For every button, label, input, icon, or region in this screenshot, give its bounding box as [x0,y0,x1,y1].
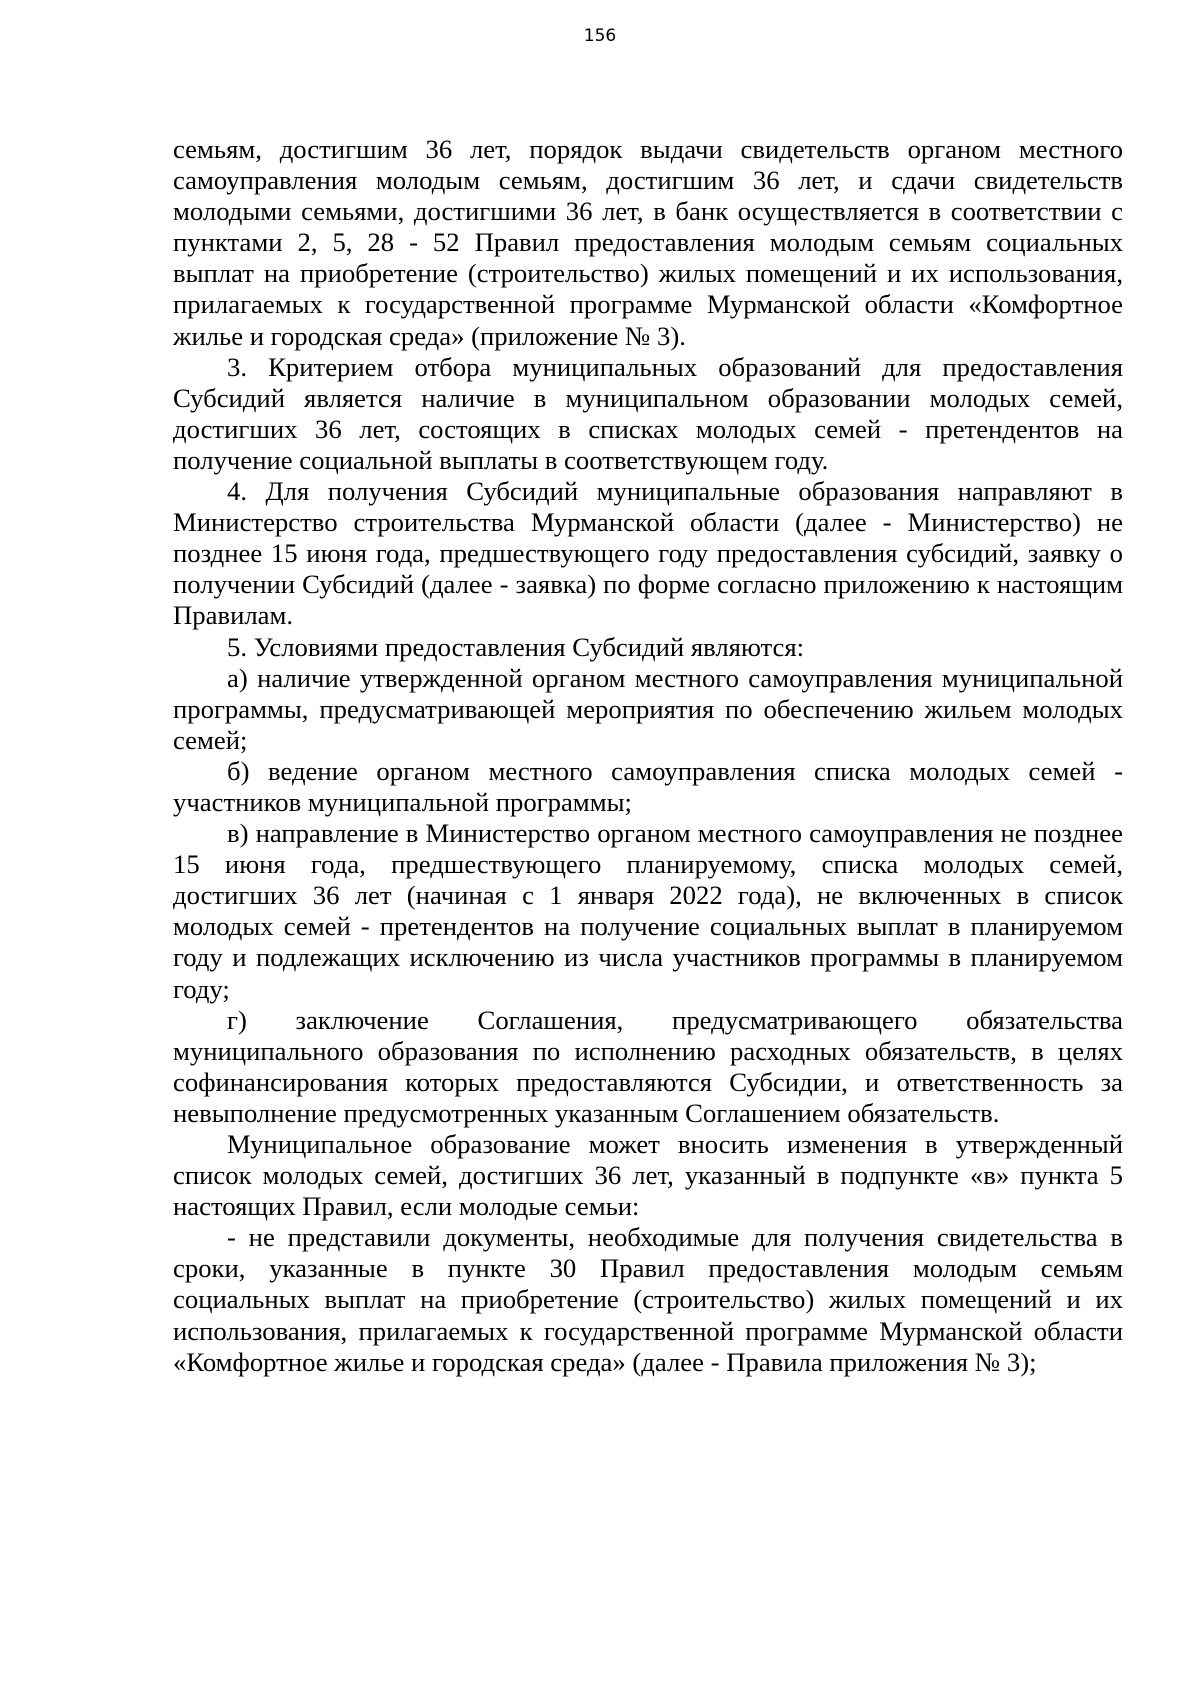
page-number: 156 [583,26,617,46]
paragraph-continuation: семьям, достигшим 36 лет, порядок выдачи свидетельств органом местного самоуправления молодым семьям, достигшим 36 лет, и сдачи свидетельств молодыми семьями, достигшими 36 лет, в банк осуществляется в соответствии с пунктами 2, 5, 28 - 52 Правил предоставления молодым семьям социальных выплат на приобретение (строительство) жилых помещений и их использования, прилагаемых к государственной программе Мурманской области «Комфортное жилье и городская среда» (приложение № 3). [173,134,1123,351]
paragraph-list-item: - не представили документы, необходимые для получения свидетельства в сроки, указанные в пункте 30 Правил предоставления молодым семьям социальных выплат на приобретение (строительство) жилых помещений и их использования, прилагаемых к государственной программе Мурманской области «Комфортное жилье и городская среда» (далее - Правила приложения № 3); [173,1222,1123,1377]
paragraph-subitem-v: в) направление в Министерство органом местного самоуправления не позднее 15 июня года, предшествующего планируемому, списка молодых семей, достигших 36 лет (начиная с 1 января 2022 года), не включенных в список молодых семей - претендентов на получение социальных выплат в планируемом году и подлежащих исключению из числа участников программы в планируемом году; [173,818,1123,1004]
paragraph-subitem-a: а) наличие утвержденной органом местного самоуправления муниципальной программы, предусматривающей мероприятия по обеспечению жильем молодых семей; [173,662,1123,755]
paragraph-item-5: 5. Условиями предоставления Субсидий являются: [227,631,805,662]
paragraph-item-3: 3. Критерием отбора муниципальных образований для предоставления Субсидий является наличие в муниципальном образовании молодых семей, достигших 36 лет, состоящих в списках молодых семей - претендентов на получение социальной выплаты в соответствующем году. [173,351,1123,475]
paragraph-amendments: Муниципальное образование может вносить изменения в утвержденный список молодых семей, достигших 36 лет, указанный в подпункте «в» пункта 5 настоящих Правил, если молодые семьи: [173,1129,1123,1222]
paragraph-subitem-b: б) ведение органом местного самоуправления списка молодых семей - участников муниципальной программы; [173,755,1123,817]
paragraph-subitem-g: г) заключение Соглашения, предусматривающего обязательства муниципального образования по исполнению расходных обязательств, в целях софинансирования которых предоставляются Субсидии, и ответственность за невыполнение предусмотренных указанным Соглашением обязательств. [173,1004,1123,1128]
document-body [173,134,1123,1378]
paragraph-item-4: 4. Для получения Субсидий муниципальные образования направляют в Министерство строительства Мурманской области (далее - Министерство) не позднее 15 июня года, предшествующего году предоставления субсидий, заявку о получении Субсидий (далее - заявка) по форме согласно приложению к настоящим Правилам. [173,476,1123,631]
